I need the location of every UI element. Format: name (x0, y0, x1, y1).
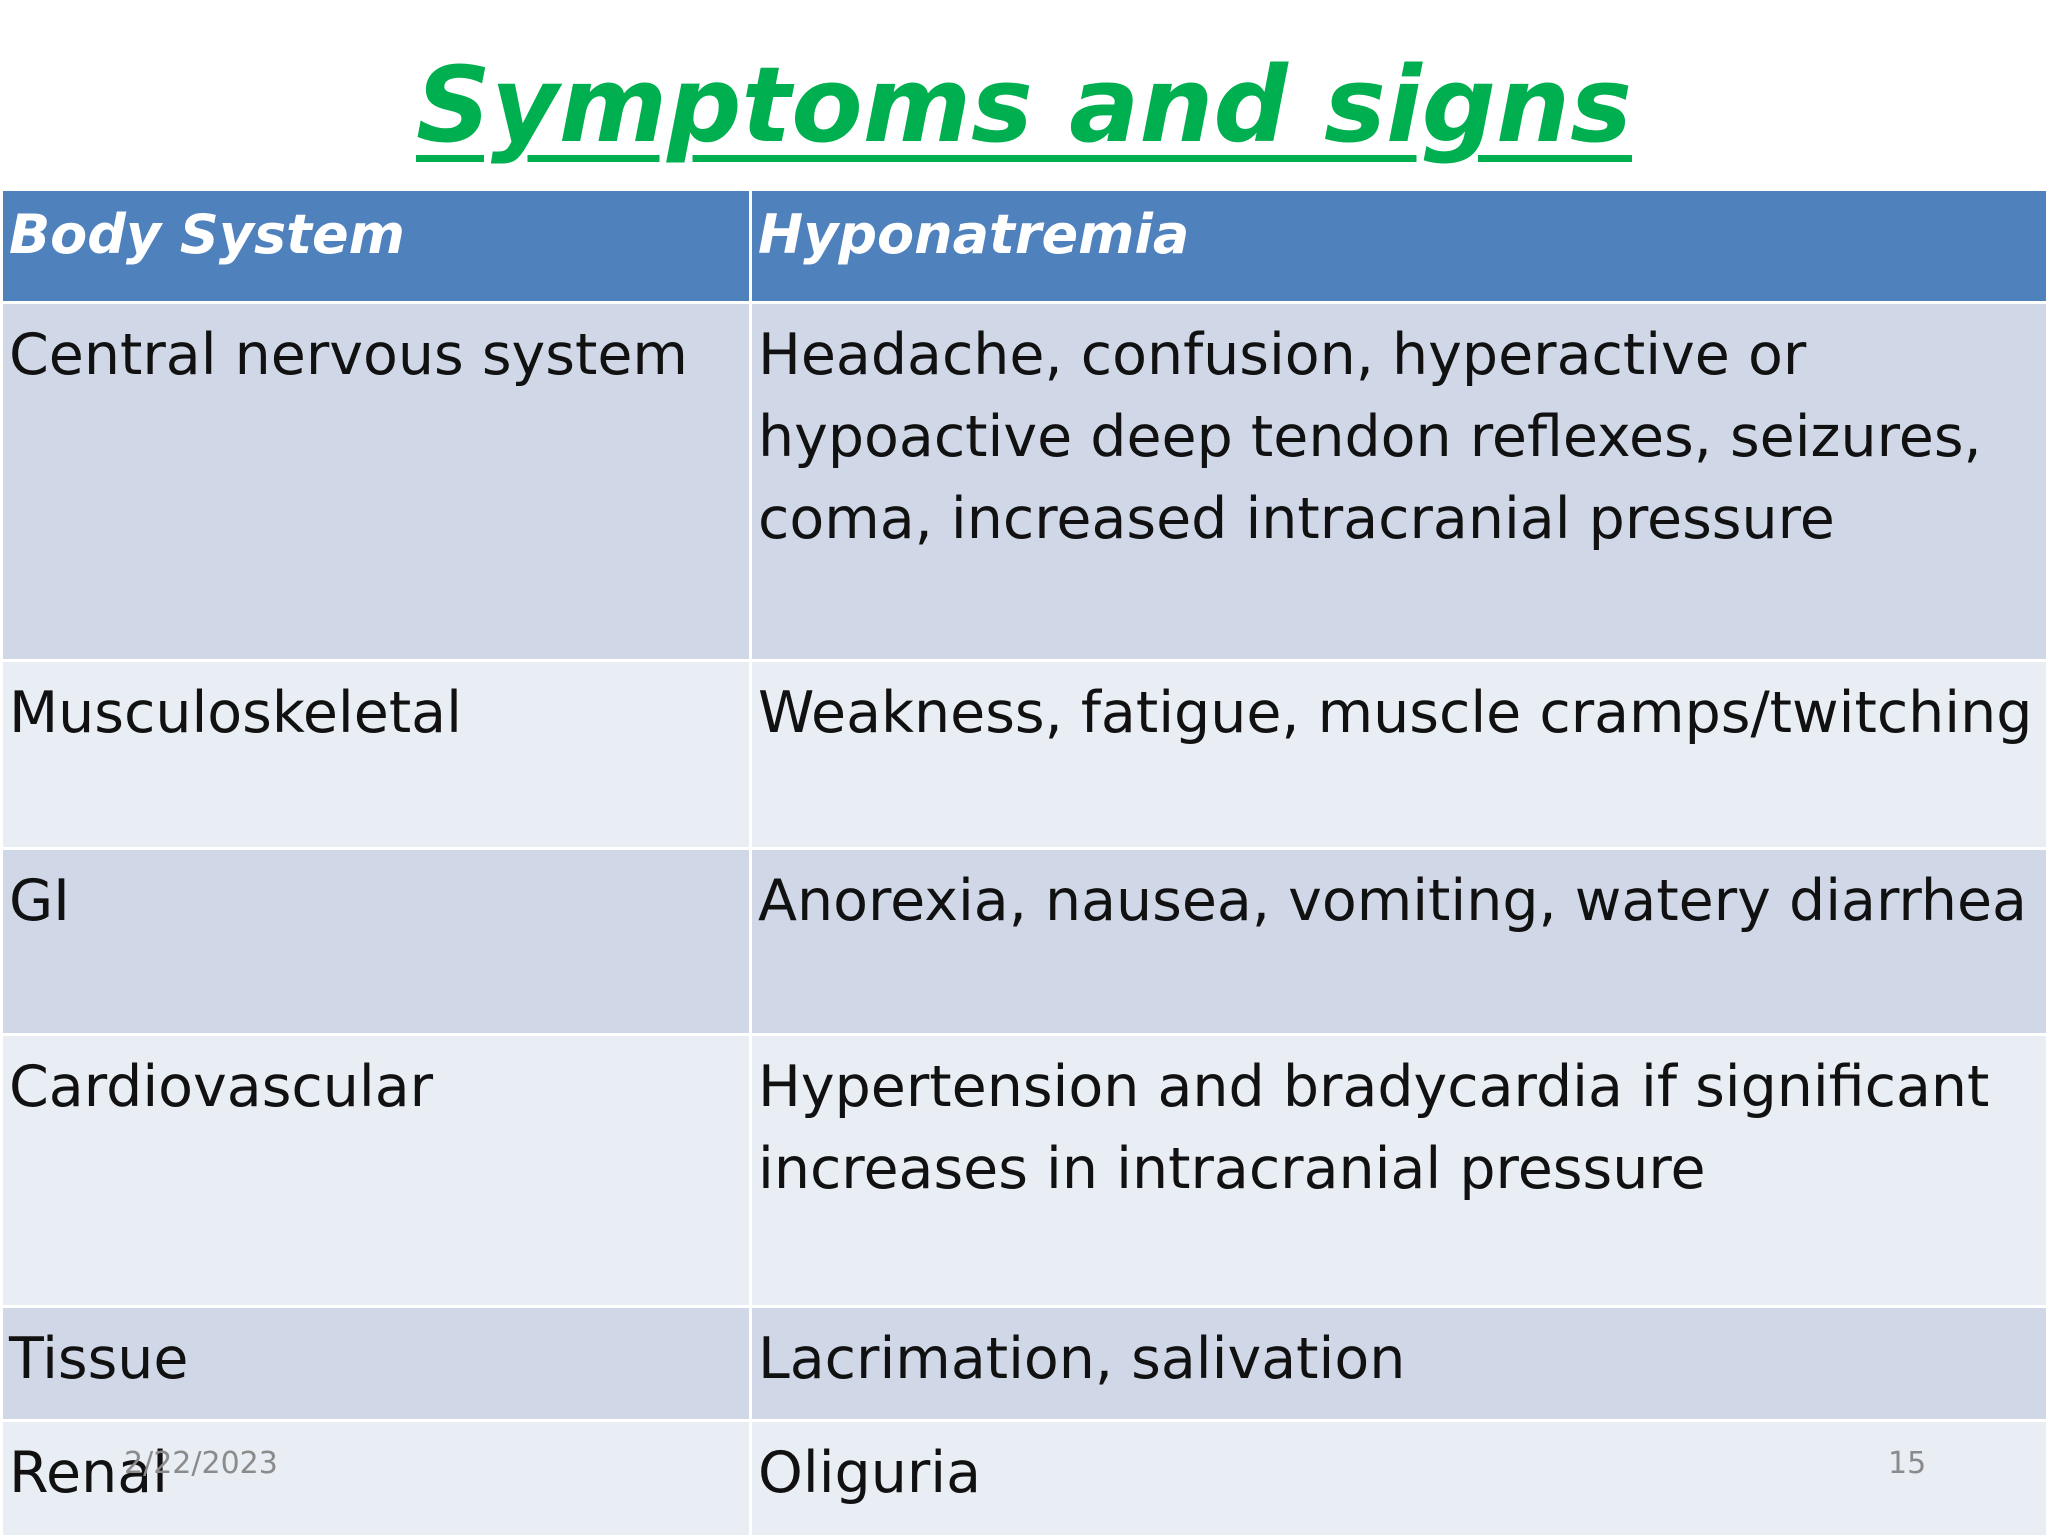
cell-finding: Oliguria (751, 1421, 2048, 1537)
table-header-row (2, 190, 2048, 303)
table-row (2, 1307, 2048, 1421)
cell-finding: Weakness, fatigue, muscle cramps/twitching (751, 661, 2048, 849)
cell-body-system: Renal (2, 1421, 751, 1537)
cell-body-system: Cardiovascular (2, 1035, 751, 1307)
table-row (2, 849, 2048, 1035)
cell-finding: Lacrimation, salivation (751, 1307, 2048, 1421)
cell-finding: Hypertension and bradycardia if significant increases in intracranial pressure (751, 1035, 2048, 1307)
header-body-system: Body System (2, 190, 751, 303)
slide-number: 15 (1888, 1446, 1927, 1481)
cell-body-system: Central nervous system (2, 303, 751, 661)
symptoms-table (0, 188, 2048, 1538)
table-row (2, 1421, 2048, 1537)
cell-finding: Headache, confusion, hyperactive or hypoactive deep tendon reflexes, seizures, coma, increased intracranial pressure (751, 303, 2048, 661)
table-row (2, 661, 2048, 849)
cell-finding: Anorexia, nausea, vomiting, watery diarrhea (751, 849, 2048, 1035)
slide-date: 2/22/2023 (124, 1446, 278, 1481)
table-row (2, 303, 2048, 661)
cell-body-system: Tissue (2, 1307, 751, 1421)
slide-title: Symptoms and signs (416, 44, 1632, 166)
cell-body-system: Musculoskeletal (2, 661, 751, 849)
header-hyponatremia: Hyponatremia (751, 190, 2048, 303)
cell-body-system: GI (2, 849, 751, 1035)
table-row (2, 1035, 2048, 1307)
